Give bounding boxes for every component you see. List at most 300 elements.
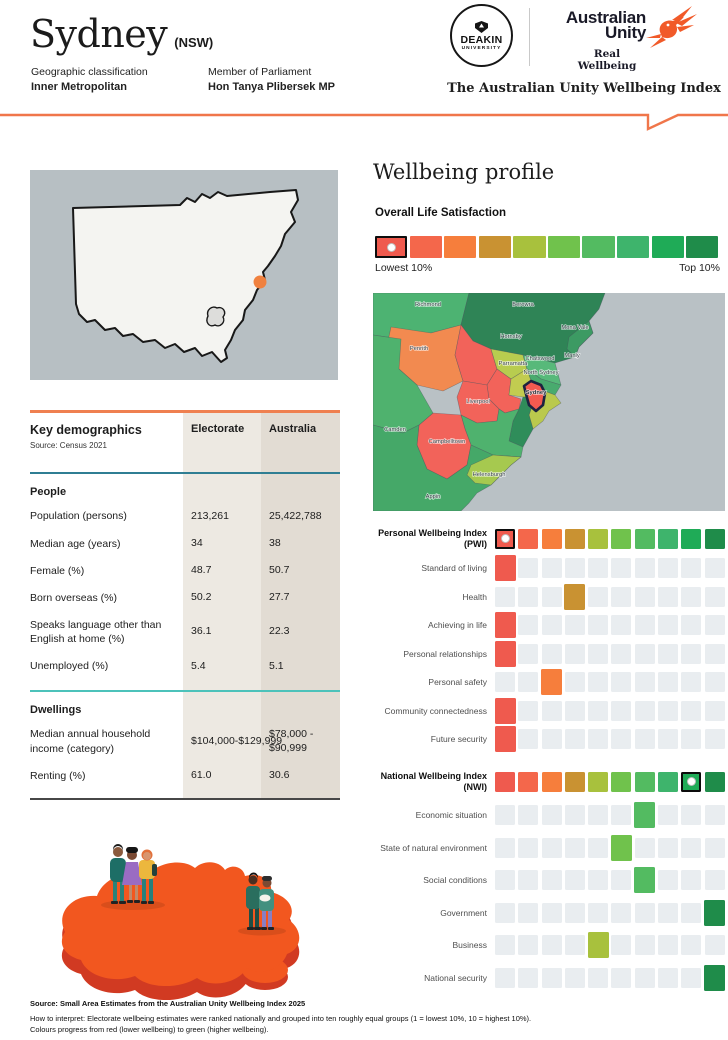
decile-10 xyxy=(705,529,725,549)
cell-5 xyxy=(588,615,608,635)
index-header-row xyxy=(373,771,728,793)
index-row-label: Personal safety xyxy=(428,677,487,687)
cell-8 xyxy=(658,587,678,607)
wellbeing-profile-heading: Wellbeing profile xyxy=(373,160,555,184)
cell-4 xyxy=(565,935,585,955)
cell-9 xyxy=(681,870,701,890)
cell-6 xyxy=(611,615,631,635)
cell-7 xyxy=(635,935,655,955)
cell-1 xyxy=(495,672,515,692)
cell-2 xyxy=(518,615,538,635)
electorate-value: $104,000-$129,999 xyxy=(191,734,283,747)
cell-7 xyxy=(635,558,655,578)
decile-10 xyxy=(705,772,725,792)
cell-1 xyxy=(495,968,515,988)
cell-1 xyxy=(495,555,516,581)
cell-3 xyxy=(542,615,562,635)
electorate-value: 5.4 xyxy=(191,659,206,672)
cell-10 xyxy=(705,805,725,825)
ols-decile-4 xyxy=(479,236,511,258)
map-label-berowra: Berowra xyxy=(512,302,534,308)
decile-8 xyxy=(658,772,678,792)
cell-10 xyxy=(705,672,725,692)
index-row-cells xyxy=(495,729,725,749)
cell-7 xyxy=(635,644,655,664)
cell-8 xyxy=(658,672,678,692)
cell-10 xyxy=(705,587,725,607)
cell-1 xyxy=(495,838,515,858)
map-label-richmond: Richmond xyxy=(414,302,442,308)
section-title: People xyxy=(30,486,67,498)
cell-2 xyxy=(518,805,538,825)
map-label-parramatta: Parramatta xyxy=(498,361,528,367)
cell-1 xyxy=(495,587,515,607)
decile-9 xyxy=(681,529,701,549)
phoenix-bird-icon xyxy=(644,4,698,50)
index-row-cells xyxy=(495,672,725,692)
index-row-label: Future security xyxy=(430,734,487,744)
cell-1 xyxy=(495,805,515,825)
table-title: Key demographics xyxy=(30,423,142,437)
cell-1 xyxy=(495,903,515,923)
cell-3 xyxy=(542,644,562,664)
cell-2 xyxy=(518,729,538,749)
australian-unity-wordmark xyxy=(538,10,646,40)
cell-9 xyxy=(681,968,701,988)
cell-3 xyxy=(542,805,562,825)
cell-9 xyxy=(681,729,701,749)
header-rule xyxy=(0,112,728,136)
index-row xyxy=(373,615,728,635)
cell-9 xyxy=(681,805,701,825)
table-row xyxy=(30,530,340,557)
mp-label: Member of Parliament xyxy=(208,66,312,78)
spacer xyxy=(261,485,340,500)
index-row xyxy=(373,672,728,692)
australia-value: 5.1 xyxy=(269,659,284,672)
table-row xyxy=(30,612,340,653)
decile-9 xyxy=(681,772,701,792)
cell-5 xyxy=(588,903,608,923)
nsw-locator-map xyxy=(30,170,338,380)
index-row xyxy=(373,838,728,858)
cell-4 xyxy=(565,870,585,890)
decile-4 xyxy=(565,772,585,792)
table-row xyxy=(30,653,340,680)
cell-4 xyxy=(565,672,585,692)
index-row-cells xyxy=(495,870,725,890)
cell-6 xyxy=(611,870,631,890)
cell-8 xyxy=(658,701,678,721)
electorate-value: 61.0 xyxy=(191,769,212,781)
cell-6 xyxy=(611,587,631,607)
section-title: Dwellings xyxy=(30,704,82,717)
row-label: Unemployed (%) xyxy=(30,660,109,673)
cell-1 xyxy=(495,870,515,890)
scale-lowest-label: Lowest 10% xyxy=(375,262,433,274)
cell-4 xyxy=(565,615,585,635)
column-header-electorate: Electorate xyxy=(191,423,245,435)
footer-interpret-1: How to interpret: Electorate wellbeing estimates were ranked nationally and grouped into ten roughly equal groups (1 = lowest 10%, 10 = highest 10%). xyxy=(30,1013,532,1023)
cell-4 xyxy=(565,729,585,749)
map-label-helensburgh: Helensburgh xyxy=(472,472,506,478)
footer-interpret-2: Colours progress from red (lower wellbeing) to green (higher wellbeing). xyxy=(30,1024,269,1034)
ols-decile-1 xyxy=(375,236,407,258)
cell-9 xyxy=(681,672,701,692)
cell-4 xyxy=(564,584,585,610)
decile-1 xyxy=(495,529,515,549)
decile-7 xyxy=(635,529,655,549)
cell-3 xyxy=(542,838,562,858)
cell-8 xyxy=(658,558,678,578)
cell-10 xyxy=(705,935,725,955)
cell-5 xyxy=(588,644,608,664)
index-row-cells xyxy=(495,701,725,721)
electorate-choropleth-map xyxy=(373,293,725,511)
cell-3 xyxy=(542,968,562,988)
cell-10 xyxy=(705,644,725,664)
ols-decile-3 xyxy=(444,236,476,258)
cell-3 xyxy=(542,903,562,923)
index-row xyxy=(373,558,728,578)
cell-9 xyxy=(681,701,701,721)
cell-2 xyxy=(518,558,538,578)
cell-3 xyxy=(542,729,562,749)
map-label-manly: Manly xyxy=(564,353,580,359)
cell-7 xyxy=(635,672,655,692)
cell-3 xyxy=(541,669,562,695)
footer-source: Source: Small Area Estimates from the Australian Unity Wellbeing Index 2025 xyxy=(30,999,306,1008)
cell-7 xyxy=(635,903,655,923)
cell-2 xyxy=(518,587,538,607)
australia-value: $78,000 - $90,999 xyxy=(269,727,314,754)
index-row-cells xyxy=(495,903,725,923)
au-word-2: Unity xyxy=(604,23,646,42)
geo-classification-label: Geographic classification xyxy=(31,66,148,78)
au-word-1: Australian xyxy=(565,8,646,27)
cell-4 xyxy=(565,805,585,825)
map-label-campbelltown: Campbelltown xyxy=(428,439,466,445)
electorate-location-dot xyxy=(254,276,267,289)
cell-6 xyxy=(611,701,631,721)
ols-decile-5 xyxy=(513,236,545,258)
section-title-row xyxy=(30,692,340,721)
index-row-label: Community connectedness xyxy=(384,705,487,716)
spacer xyxy=(183,703,261,718)
cell-6 xyxy=(611,903,631,923)
australia-illustration xyxy=(25,812,335,1002)
logo-divider xyxy=(529,8,530,66)
cell-8 xyxy=(658,805,678,825)
index-row xyxy=(373,968,728,988)
cell-1 xyxy=(495,698,516,724)
cell-4 xyxy=(565,903,585,923)
row-label: Female (%) xyxy=(30,564,85,577)
ols-decile-2 xyxy=(410,236,442,258)
cell-6 xyxy=(611,835,632,861)
index-scale xyxy=(495,772,725,792)
electorate-value: 213,261 xyxy=(191,509,229,522)
australia-value: 30.6 xyxy=(269,769,290,781)
index-row-label: Personal relationships xyxy=(403,648,487,659)
deakin-shield-icon xyxy=(475,21,488,33)
cell-1 xyxy=(495,612,516,638)
table-row xyxy=(30,721,340,762)
selected-marker-dot xyxy=(501,534,510,543)
ols-decile-8 xyxy=(617,236,649,258)
map-label-north-sydney: North Sydney xyxy=(523,370,559,376)
national-wellbeing-index-chart xyxy=(373,771,728,1000)
cell-8 xyxy=(658,903,678,923)
australia-value: 22.3 xyxy=(269,625,290,638)
map-label-mona-vale: Mona Vale xyxy=(561,325,589,331)
cell-2 xyxy=(518,838,538,858)
ols-decile-9 xyxy=(652,236,684,258)
decile-8 xyxy=(658,529,678,549)
cell-3 xyxy=(542,587,562,607)
cell-5 xyxy=(588,968,608,988)
cell-5 xyxy=(588,701,608,721)
au-tagline: Real Wellbeing xyxy=(577,48,637,72)
index-row-label: National security xyxy=(424,972,487,983)
cell-3 xyxy=(542,558,562,578)
cell-1 xyxy=(495,935,515,955)
cell-6 xyxy=(611,729,631,749)
table-row xyxy=(30,762,340,789)
act-outline xyxy=(207,307,225,326)
column-header-australia: Australia xyxy=(269,423,317,435)
index-row-label: Health xyxy=(462,591,487,602)
ols-decile-10 xyxy=(686,236,718,258)
index-row-cells xyxy=(495,838,725,858)
index-row xyxy=(373,701,728,721)
index-row-label: Economic situation xyxy=(415,810,487,820)
scale-top-label: Top 10% xyxy=(679,262,720,274)
cell-7 xyxy=(635,968,655,988)
index-row-cells xyxy=(495,587,725,607)
selected-marker-dot xyxy=(687,777,696,786)
decile-5 xyxy=(588,529,608,549)
cell-2 xyxy=(518,672,538,692)
cell-8 xyxy=(658,644,678,664)
member-of-parliament xyxy=(208,66,335,93)
cell-10 xyxy=(704,965,725,991)
index-row xyxy=(373,587,728,607)
cell-3 xyxy=(542,870,562,890)
index-row-cells xyxy=(495,968,725,988)
row-label: Born overseas (%) xyxy=(30,591,117,604)
cell-7 xyxy=(635,587,655,607)
wellbeing-index-title: The Australian Unity Wellbeing Index xyxy=(447,81,721,96)
electorate-value: 34 xyxy=(191,536,203,549)
spacer xyxy=(183,485,261,500)
decile-3 xyxy=(542,772,562,792)
index-row xyxy=(373,870,728,890)
cell-10 xyxy=(705,615,725,635)
cell-8 xyxy=(658,968,678,988)
index-header-row xyxy=(373,528,728,550)
cell-5 xyxy=(588,672,608,692)
cell-6 xyxy=(611,968,631,988)
cell-5 xyxy=(588,870,608,890)
index-title: National Wellbeing Index (NWI) xyxy=(380,771,487,792)
index-row xyxy=(373,729,728,749)
index-row-label: Government xyxy=(440,907,487,918)
footer-notes xyxy=(30,999,720,1036)
index-row xyxy=(373,805,728,825)
table-row xyxy=(30,557,340,584)
cell-5 xyxy=(588,932,609,958)
cell-9 xyxy=(681,903,701,923)
cell-9 xyxy=(681,838,701,858)
cell-7 xyxy=(634,867,655,893)
personal-wellbeing-index-chart xyxy=(373,528,728,758)
geo-classification xyxy=(31,66,148,93)
map-label-sydney: Sydney xyxy=(525,390,547,396)
cell-1 xyxy=(495,726,516,752)
cell-7 xyxy=(634,802,655,828)
cell-4 xyxy=(565,968,585,988)
index-row xyxy=(373,903,728,923)
cell-4 xyxy=(565,838,585,858)
cell-6 xyxy=(611,558,631,578)
deakin-sub: UNIVERSITY xyxy=(461,45,502,51)
key-demographics-table xyxy=(30,410,340,800)
decile-7 xyxy=(635,772,655,792)
row-label: Population (persons) xyxy=(30,510,127,523)
cell-10 xyxy=(704,900,725,926)
decile-6 xyxy=(611,529,631,549)
australia-value: 38 xyxy=(269,536,281,549)
index-row-cells xyxy=(495,805,725,825)
cell-7 xyxy=(635,838,655,858)
row-label: Renting (%) xyxy=(30,769,86,782)
overall-life-satisfaction-scale xyxy=(375,236,718,258)
map-label-penrith: Penrith xyxy=(409,346,429,352)
index-row-cells xyxy=(495,644,725,664)
ols-decile-6 xyxy=(548,236,580,258)
cell-8 xyxy=(658,870,678,890)
cell-5 xyxy=(588,838,608,858)
cell-4 xyxy=(565,644,585,664)
decile-2 xyxy=(518,529,538,549)
cell-3 xyxy=(542,935,562,955)
index-scale xyxy=(495,529,725,549)
index-row-label: State of natural environment xyxy=(380,842,487,853)
electorate-name: Sydney xyxy=(30,12,168,56)
cell-8 xyxy=(658,935,678,955)
map-label-liverpool: Liverpool xyxy=(466,399,490,405)
cell-2 xyxy=(518,870,538,890)
index-row-label: Social conditions xyxy=(423,875,487,885)
cell-9 xyxy=(681,587,701,607)
index-row xyxy=(373,935,728,955)
cell-7 xyxy=(635,701,655,721)
overall-life-satisfaction-label: Overall Life Satisfaction xyxy=(375,207,507,219)
cell-5 xyxy=(588,587,608,607)
page-title xyxy=(30,12,213,56)
index-title: Personal Wellbeing Index (PWI) xyxy=(378,528,487,549)
decile-6 xyxy=(611,772,631,792)
cell-6 xyxy=(611,805,631,825)
index-row-cells xyxy=(495,615,725,635)
cell-2 xyxy=(518,644,538,664)
decile-3 xyxy=(542,529,562,549)
cell-6 xyxy=(611,935,631,955)
cell-2 xyxy=(518,935,538,955)
cell-8 xyxy=(658,838,678,858)
index-row-cells xyxy=(495,935,725,955)
australia-value: 50.7 xyxy=(269,563,290,576)
decile-5 xyxy=(588,772,608,792)
cell-9 xyxy=(681,935,701,955)
electorate-value: 36.1 xyxy=(191,625,212,638)
ols-decile-7 xyxy=(582,236,614,258)
cell-8 xyxy=(658,615,678,635)
table-row xyxy=(30,503,340,530)
australia-value: 25,422,788 xyxy=(269,509,322,522)
cell-10 xyxy=(705,558,725,578)
decile-1 xyxy=(495,772,515,792)
map-label-chatswood: Chatswood xyxy=(525,356,555,362)
spacer xyxy=(261,703,340,718)
row-label: Median annual household income (category) xyxy=(30,728,151,755)
decile-2 xyxy=(518,772,538,792)
table-header xyxy=(30,413,340,472)
cell-2 xyxy=(518,968,538,988)
cell-5 xyxy=(588,558,608,578)
index-row-label: Achieving in life xyxy=(427,620,487,630)
decile-4 xyxy=(565,529,585,549)
section-title-row xyxy=(30,474,340,503)
index-row-label: Standard of living xyxy=(421,563,487,573)
cell-7 xyxy=(635,729,655,749)
australia-value: 27.7 xyxy=(269,591,290,604)
cell-6 xyxy=(611,672,631,692)
map-label-appin: Appin xyxy=(425,494,441,500)
cell-1 xyxy=(495,641,516,667)
scale-captions xyxy=(375,262,720,274)
index-row xyxy=(373,644,728,664)
row-label: Median age (years) xyxy=(30,537,121,550)
cell-10 xyxy=(705,870,725,890)
cell-9 xyxy=(681,615,701,635)
cell-7 xyxy=(635,615,655,635)
cell-6 xyxy=(611,644,631,664)
cell-9 xyxy=(681,644,701,664)
electorate-value: 50.2 xyxy=(191,591,212,604)
row-label: Speaks language other than English at home (%) xyxy=(30,619,162,646)
deakin-logo xyxy=(450,4,513,67)
index-row-label: Business xyxy=(452,940,487,950)
cell-3 xyxy=(542,701,562,721)
cell-10 xyxy=(705,729,725,749)
electorate-state: (NSW) xyxy=(174,35,214,50)
deakin-name: DEAKIN xyxy=(460,33,503,46)
table-source: Source: Census 2021 xyxy=(30,441,107,450)
map-label-hornsby: Hornsby xyxy=(500,334,522,340)
cell-2 xyxy=(518,903,538,923)
cell-5 xyxy=(588,729,608,749)
cell-10 xyxy=(705,701,725,721)
cell-4 xyxy=(565,558,585,578)
cell-10 xyxy=(705,838,725,858)
selected-marker-dot xyxy=(387,243,396,252)
cell-9 xyxy=(681,558,701,578)
table-row xyxy=(30,584,340,611)
map-label-camden: Camden xyxy=(384,427,406,433)
mp-value: Hon Tanya Plibersek MP xyxy=(208,81,335,93)
